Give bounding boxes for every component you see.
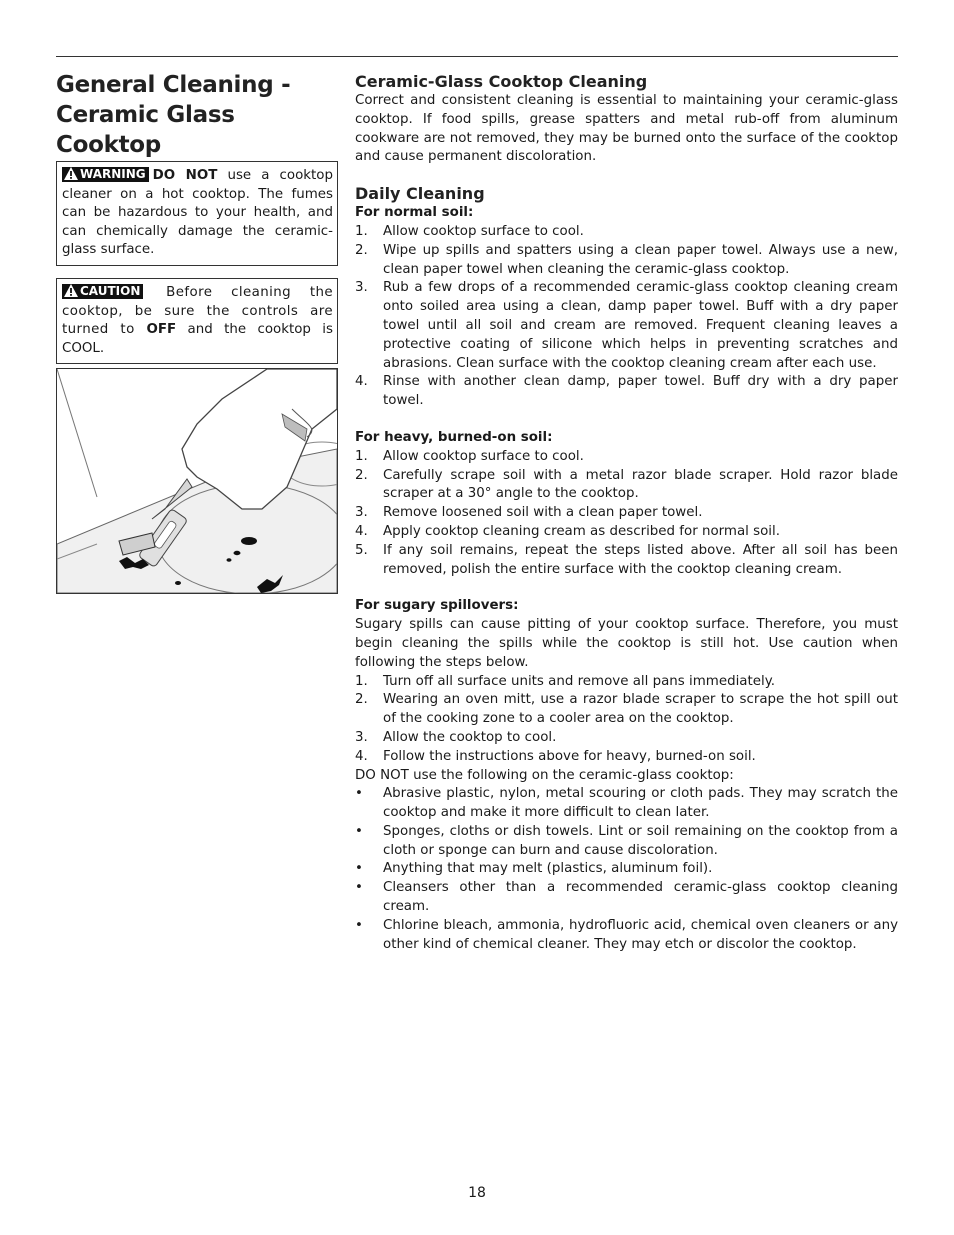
warning-badge-label: WARNING bbox=[80, 167, 146, 181]
scraper-illustration bbox=[56, 368, 338, 594]
warning-badge bbox=[62, 167, 149, 182]
list-item: 3. Remove loosened soil with a clean paper towel. bbox=[355, 505, 703, 521]
warning-text: use a cooktop cleaner on a hot cooktop. The fumes can be hazardous to your health, and can chemically damage the ceramic-glass surface. bbox=[62, 168, 334, 258]
list-item: 2. Wipe up spills and spatters using a clean paper towel. Always use a new, clean paper towel when cleaning the ceramic-glass cooktop. bbox=[355, 242, 898, 277]
caution-text-2: and the cooktop is COOL. bbox=[62, 322, 333, 356]
caution-emphasis: OFF bbox=[146, 322, 177, 338]
list-item: 1. Allow cooktop surface to cool. bbox=[355, 223, 584, 239]
page-number: 18 bbox=[468, 1185, 486, 1201]
right-column bbox=[355, 72, 898, 954]
list-item: 3. Rub a few drops of a recommended ceramic-glass cooktop cleaning cream onto soiled area using a clean, damp paper towel. Buff with a dry paper towel until all soil and cream are removed. Frequent cleaning leaves a protective coating of silicone which helps in preventing scratches and abrasions. Clean surface with the cooktop cleaning cream after each use. bbox=[355, 280, 898, 371]
sugary-intro: Sugary spills can cause pitting of your cooktop surface. Therefore, you must begin cleaning the spills while the cooktop is still hot. Use caution when following the steps below. bbox=[355, 617, 898, 670]
title-line-1: General Cleaning - bbox=[56, 72, 291, 98]
list-item: • Cleansers other than a recommended ceramic-glass cooktop cleaning cream. bbox=[355, 880, 898, 915]
title-line-2: Ceramic Glass Cooktop bbox=[56, 102, 235, 158]
page-title bbox=[56, 70, 338, 160]
section-heading: Ceramic-Glass Cooktop Cleaning bbox=[355, 72, 648, 91]
list-item: 2. Wearing an oven mitt, use a razor blade scraper to scrape the hot spill out of the cooking zone to a cooler area on the cooktop. bbox=[355, 692, 898, 727]
list-item: 4. Apply cooktop cleaning cream as described for normal soil. bbox=[355, 523, 781, 539]
warning-triangle-icon bbox=[64, 167, 78, 180]
caution-triangle-icon bbox=[64, 284, 78, 297]
normal-soil-label: For normal soil: bbox=[355, 205, 474, 221]
top-rule bbox=[56, 56, 898, 57]
do-not-intro: DO NOT use the following on the ceramic-glass cooktop: bbox=[355, 767, 734, 783]
normal-soil-steps bbox=[355, 223, 898, 411]
caution-badge bbox=[62, 284, 143, 299]
list-item: 3. Allow the cooktop to cool. bbox=[355, 729, 557, 745]
gloved-hand-scraping-cooktop-image bbox=[57, 369, 337, 593]
list-item: 4. Follow the instructions above for heavy, burned-on soil. bbox=[355, 748, 756, 764]
daily-cleaning-heading: Daily Cleaning bbox=[355, 184, 485, 204]
do-not-list bbox=[355, 785, 898, 954]
list-item: • Sponges, cloths or dish towels. Lint or soil remaining on the cooktop from a cloth or sponge can burn and cause discoloration. bbox=[355, 823, 898, 858]
caution-box bbox=[56, 278, 338, 364]
list-item: • Chlorine bleach, ammonia, hydrofluoric acid, chemical oven cleaners or any other kind of chemical cleaner. They may etch or discolor the cooktop. bbox=[355, 917, 898, 952]
list-item: • Anything that may melt (plastics, aluminum foil). bbox=[355, 861, 713, 877]
list-item: 2. Carefully scrape soil with a metal razor blade scraper. Hold razor blade scraper at a 30° angle to the cooktop. bbox=[355, 467, 898, 502]
intro-paragraph: Correct and consistent cleaning is essential to maintaining your ceramic-glass cooktop. If food spills, grease spatters and metal rub-off from aluminum cookware are not removed, they may be burned onto the surface of the cooktop and cause permanent discoloration. bbox=[355, 93, 898, 165]
heavy-soil-steps bbox=[355, 448, 898, 580]
list-item: 1. Allow cooktop surface to cool. bbox=[355, 448, 584, 464]
heavy-soil-label: For heavy, burned-on soil: bbox=[355, 429, 553, 445]
sugary-spillovers-label: For sugary spillovers: bbox=[355, 598, 519, 614]
list-item: • Abrasive plastic, nylon, metal scouring or cloth pads. They may scratch the cooktop and make it more difficult to clean later. bbox=[355, 786, 898, 821]
sugary-steps bbox=[355, 673, 898, 767]
caution-badge-label: CAUTION bbox=[80, 283, 141, 298]
warning-box bbox=[56, 161, 338, 266]
list-item: 4. Rinse with another clean damp, paper towel. Buff dry with a dry paper towel. bbox=[355, 374, 898, 409]
warning-emphasis: DO NOT bbox=[152, 168, 218, 183]
list-item: 5. If any soil remains, repeat the steps listed above. After all soil has been removed, polish the entire surface with the cooktop cleaning cream. bbox=[355, 542, 898, 577]
caution-text-1: Before cleaning the cooktop, be sure the controls are turned to bbox=[62, 284, 333, 338]
left-column bbox=[56, 70, 338, 364]
list-item: 1. Turn off all surface units and remove all pans immediately. bbox=[355, 673, 775, 689]
